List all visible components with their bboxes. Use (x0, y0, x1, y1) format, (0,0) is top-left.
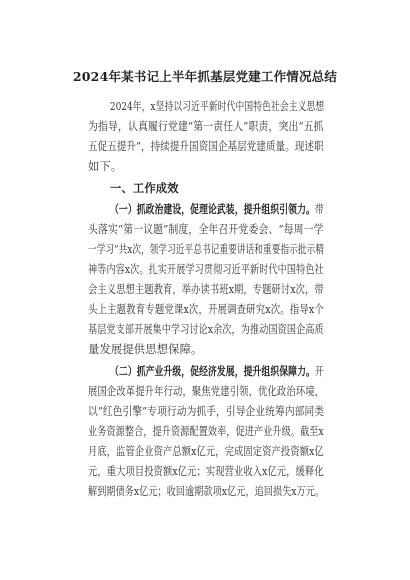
paragraph-line: 会主义思想主题教育，举办读书班x期，专题研讨x次，带 (88, 283, 324, 296)
intro-line: 2024年，x坚持以习近平新时代中国特色社会主义思想 (110, 100, 325, 113)
section-heading-1: 一、工作成效 (110, 181, 179, 195)
paragraph-line: 月底，监管企业资产总额x亿元，完成固定资产投资额x亿 (88, 445, 324, 458)
document-title: 2024年某书记上半年抓基层党建工作情况总结 (72, 69, 338, 84)
paragraph-line: 展国企改革提升年行动，聚焦党建引领，优化政治环境， (88, 385, 325, 398)
paragraph-line: 头落实“第一议题”制度，全年召开党委会、“每周一学 (88, 223, 324, 236)
paragraph-text: 带 (314, 203, 324, 216)
intro-line: 五促五提升”，持续提升国资国企基层党建质量。现述职 (88, 140, 324, 153)
paragraph-line: 元，重大项目投资额x亿元；实现营业收入x亿元，缓释化 (88, 465, 324, 478)
paragraph-line: 业务资源整合，提升资源配置效率，促进产业升级。截至x (88, 425, 324, 438)
paragraph-line: 以“红色引擎”专项行动为抓手，引导企业统筹内部同类 (88, 405, 325, 418)
intro-line: 为指导，认真履行党建“第一责任人”职责，突出“五抓 (88, 120, 324, 133)
subsection-heading-line (110, 201, 324, 217)
paragraph-line: 量发展提供思想保障。 (88, 343, 203, 356)
paragraph-line: 一学习”共x次，领学习近平总书记重要讲话和重要指示批示精 (88, 243, 325, 256)
intro-line: 如下。 (88, 160, 123, 173)
paragraph-line: 头上主题教育专题党课x次，开展调查研究x次。指导x个 (88, 303, 324, 316)
paragraph-text: 开 (314, 365, 324, 378)
paragraph-line: 解到期债务x亿元；收回逾期款项x亿元，追回损失x万元。 (88, 485, 325, 498)
subsection-heading: （二）抓产业升级，促经济发展，提升组织保障力。 (110, 364, 315, 378)
subsection-heading-line (110, 363, 324, 379)
paragraph-line: 基层党支部开展集中学习讨论x余次，为推动国资国企高质 (88, 323, 324, 336)
subsection-heading: （一）抓政治建设，促理论武装，提升组织引领力。 (110, 202, 315, 216)
paragraph-line: 神等内容x次。扎实开展学习贯彻习近平新时代中国特色社 (88, 263, 324, 276)
